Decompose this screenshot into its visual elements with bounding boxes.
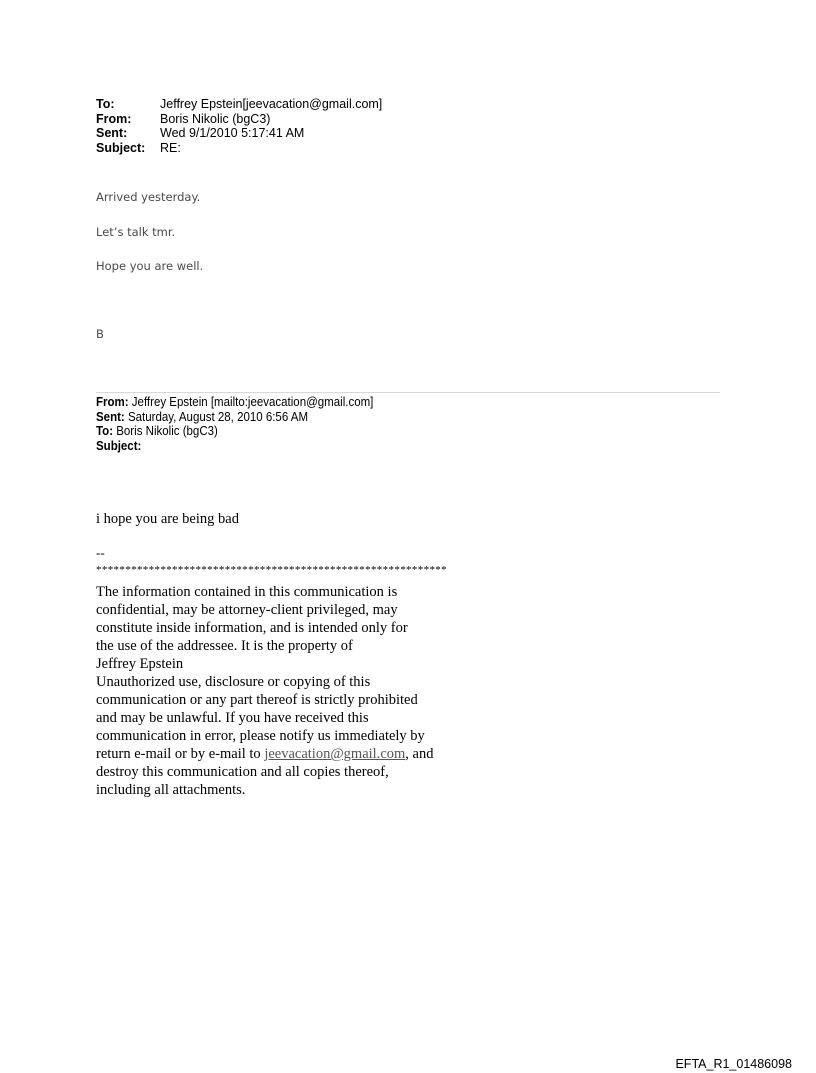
disclaimer-line: Jeffrey Epstein bbox=[96, 656, 184, 672]
disclaimer-line: Unauthorized use, disclosure or copying of this bbox=[96, 674, 371, 690]
disclaimer-line: destroy this communication and all copies thereof, bbox=[96, 764, 389, 780]
disclaimer-text: return e-mail or by e-mail to bbox=[96, 746, 265, 762]
sent-label: Sent: bbox=[96, 126, 128, 140]
quoted-subject-row bbox=[96, 439, 373, 454]
message-line-2: Let’s talk tmr. bbox=[96, 225, 176, 239]
quoted-to-label: To: bbox=[96, 424, 114, 438]
signature-stars: ************************************************************ bbox=[96, 564, 447, 576]
disclaimer-text: , and bbox=[405, 746, 434, 762]
subject-value: RE: bbox=[160, 140, 181, 155]
header-subject-row bbox=[96, 141, 382, 156]
quote-divider bbox=[96, 392, 720, 393]
message-line-3: Hope you are well. bbox=[96, 259, 204, 273]
header-sent-row bbox=[96, 126, 382, 141]
to-value: Jeffrey Epstein[jeevacation@gmail.com] bbox=[160, 97, 383, 111]
quoted-to-value: Boris Nikolic (bgC3) bbox=[116, 424, 218, 438]
disclaimer-line: The information contained in this communication is bbox=[96, 584, 398, 600]
header-to-row bbox=[96, 97, 382, 112]
quoted-from-label: From: bbox=[96, 395, 129, 409]
sent-value: Wed 9/1/2010 5:17:41 AM bbox=[160, 126, 305, 140]
disclaimer-line: communication or any part thereof is strictly prohibited bbox=[96, 692, 418, 708]
from-label: From: bbox=[96, 111, 132, 126]
message-line-1: Arrived yesterday. bbox=[96, 190, 201, 204]
email-link[interactable]: jeevacation@gmail.com bbox=[264, 746, 406, 762]
disclaimer-line: the use of the addressee. It is the property of bbox=[96, 638, 353, 654]
disclaimer-line: constitute inside information, and is intended only for bbox=[96, 620, 408, 636]
to-label: To: bbox=[96, 97, 115, 111]
header-from-row bbox=[96, 112, 382, 127]
quoted-sent-value: Saturday, August 28, 2010 6:56 AM bbox=[127, 409, 309, 424]
disclaimer-line: confidential, may be attorney-client privileged, may bbox=[96, 602, 398, 618]
message-signature: B bbox=[96, 327, 104, 341]
signature-dashes: -- bbox=[96, 545, 105, 560]
subject-label: Subject: bbox=[96, 140, 146, 155]
from-value: Boris Nikolic (bgC3) bbox=[160, 111, 271, 126]
quoted-message-text: i hope you are being bad bbox=[96, 511, 239, 527]
disclaimer-line-with-link bbox=[96, 745, 496, 763]
disclaimer-line: and may be unlawful. If you have received this bbox=[96, 710, 369, 726]
quoted-header bbox=[96, 395, 373, 453]
quoted-to-row bbox=[96, 424, 373, 439]
quoted-subject-label: Subject: bbox=[96, 438, 142, 453]
quoted-from-row bbox=[96, 395, 373, 410]
quoted-from-value: Jeffrey Epstein [mailto:jeevacation@gmail.com] bbox=[131, 395, 374, 409]
document-id: EFTA_R1_01486098 bbox=[675, 1057, 792, 1071]
disclaimer-line: communication in error, please notify us immediately by bbox=[96, 728, 425, 744]
quoted-sent-row bbox=[96, 410, 373, 425]
disclaimer bbox=[96, 583, 496, 799]
disclaimer-line: including all attachments. bbox=[96, 782, 246, 798]
quoted-sent-label: Sent: bbox=[96, 409, 125, 424]
email-header bbox=[96, 97, 382, 155]
